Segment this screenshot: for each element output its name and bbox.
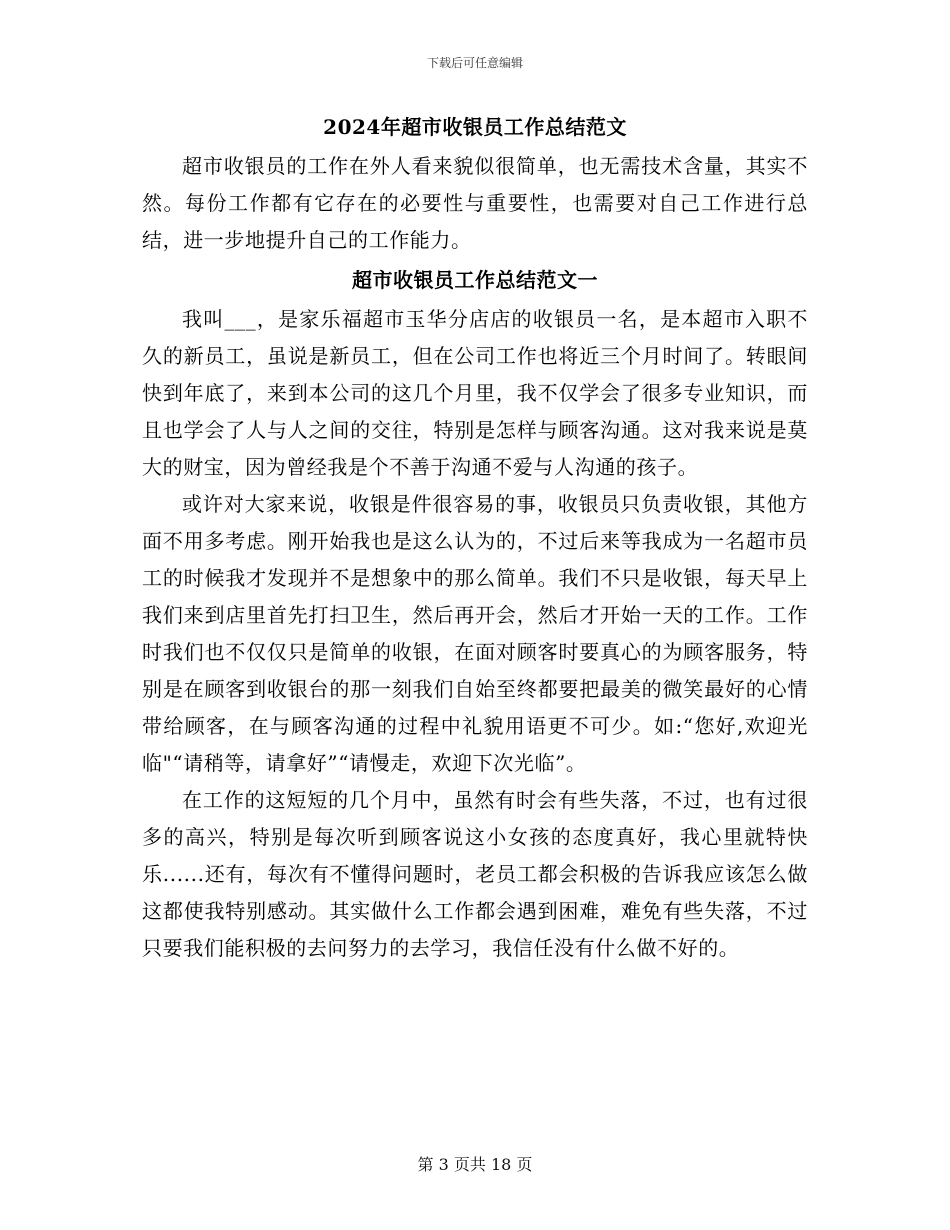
intro-paragraph: 超市收银员的工作在外人看来貌似很简单，也无需技术含量，其实不然。每份工作都有它存在的必要性与重要性，也需要对自己工作进行总结，进一步地提升自己的工作能力。 [142, 154, 808, 252]
page-number: 第 3 页共 18 页 [417, 1155, 533, 1174]
body-paragraph-3: 在工作的这短短的几个月中，虽然有时会有些失落，不过，也有过很多的高兴，特别是每次听到顾客说这小女孩的态度真好，我心里就特快乐......还有，每次有不懂得问题时，老员工都会积极的告诉我应该怎么做这都使我特别感动。其实做什么工作都会遇到困难，难免有些失落，不过只要我们能积极的去问努力的去学习，我信任没有什么做不好的。 [142, 788, 808, 960]
section-title: 超市收银员工作总结范文一 [352, 268, 598, 292]
document-title: 2024年超市收银员工作总结范文 [323, 115, 627, 139]
body-paragraph-1: 我叫___，是家乐福超市玉华分店店的收银员一名，是本超市入职不久的新员工，虽说是新员工，但在公司工作也将近三个月时间了。转眼间快到年底了，来到本公司的这几个月里，我不仅学会了很多专业知识，而且也学会了人与人之间的交往，特别是怎样与顾客沟通。这对我来说是莫大的财宝，因为曾经我是个不善于沟通不爱与人沟通的孩子。 [142, 307, 808, 479]
document-body [142, 106, 808, 967]
body-paragraph-2: 或许对大家来说，收银是件很容易的事，收银员只负责收银，其他方面不用多考虑。刚开始我也是这么认为的，不过后来等我成为一名超市员工的时候我才发现并不是想象中的那么简单。我们不只是收银，每天早上我们来到店里首先打扫卫生，然后再开会，然后才开始一天的工作。工作时我们也不仅仅只是简单的收银，在面对顾客时要真心的为顾客服务，特别是在顾客到收银台的那一刻我们自始至终都要把最美的微笑最好的心情带给顾客，在与顾客沟通的过程中礼貌用语更不可少。如:“您好,欢迎光临"“请稍等，请拿好”“请慢走，欢迎下次光临”。 [142, 492, 808, 775]
header-note: 下载后可任意编辑 [426, 56, 523, 70]
